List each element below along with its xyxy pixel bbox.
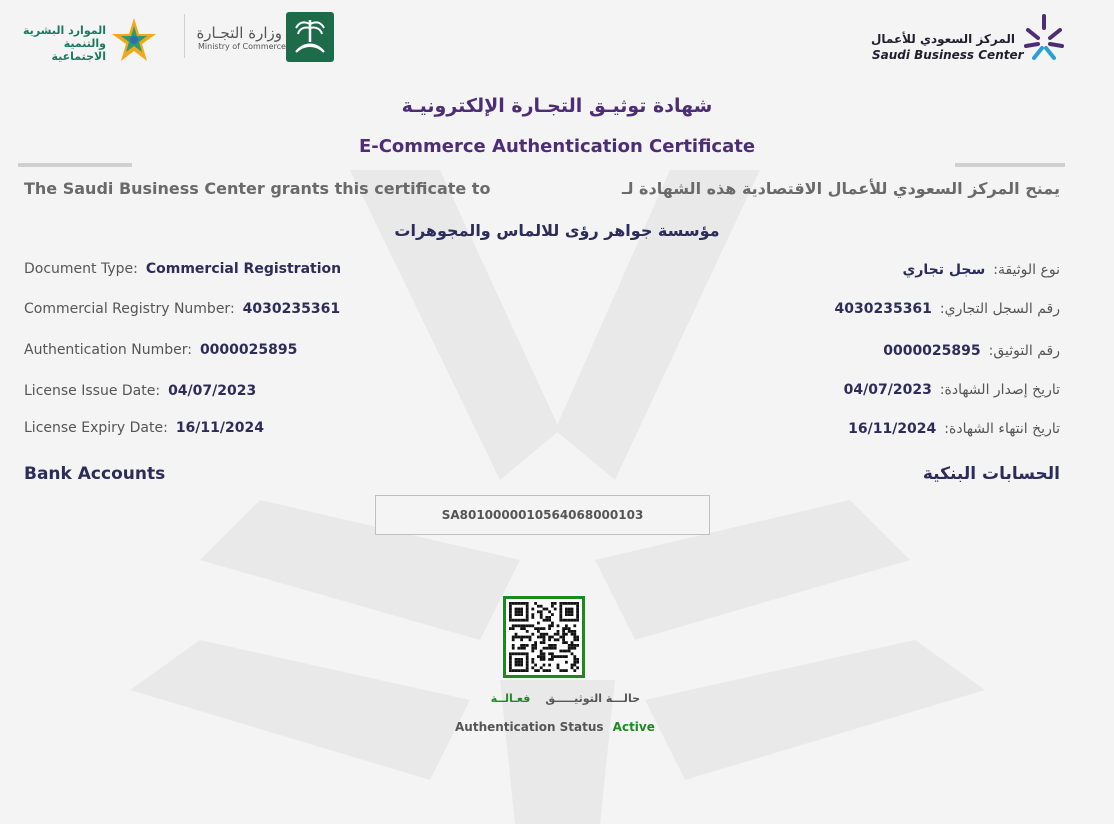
sbc-logo-icon xyxy=(1020,12,1068,62)
field-expiry-date-ar: تاريخ انتهاء الشهادة:16/11/2024 xyxy=(848,421,1060,437)
status-value-en: Active xyxy=(612,720,655,734)
divider-left xyxy=(18,163,132,167)
divider-right xyxy=(955,163,1065,167)
field-document-type-ar: نوع الوثيقة:سجل تجاري xyxy=(902,262,1060,278)
field-auth-number-en: Authentication Number: 0000025895 xyxy=(24,342,298,358)
moc-name-en: Ministry of Commerce xyxy=(198,42,286,51)
bank-accounts-heading-en: Bank Accounts xyxy=(24,464,166,484)
status-label-en: Authentication Status xyxy=(455,720,604,734)
logo-divider xyxy=(184,14,185,58)
company-name: مؤسسة جواهر رؤى للالماس والمجوهرات xyxy=(394,221,720,240)
moc-logo xyxy=(190,12,340,64)
field-cr-number-ar: رقم السجل التجاري:4030235361 xyxy=(834,301,1060,317)
bank-accounts-heading-ar: الحسابات البنكية xyxy=(922,464,1060,484)
grant-text-en: The Saudi Business Center grants this certificate to xyxy=(24,179,491,198)
certificate-title-en: E-Commerce Authentication Certificate xyxy=(358,136,756,157)
certificate-title-ar: شهادة توثيـق التجـارة الإلكترونيـة xyxy=(401,95,713,117)
field-issue-date-ar: تاريخ إصدار الشهادة:04/07/2023 xyxy=(843,382,1060,398)
grant-text-ar: يمنح المركز السعودي للأعمال الاقتصادية هذه الشهادة لـ xyxy=(622,179,1060,198)
moc-palm-swords-icon xyxy=(286,12,334,62)
moc-name-ar: وزارة التجـارة xyxy=(196,24,282,42)
hrsd-logo-icon xyxy=(110,16,158,64)
qr-code-icon xyxy=(509,602,579,672)
qr-code[interactable] xyxy=(503,596,585,678)
field-auth-number-ar: رقم التوثيق:0000025895 xyxy=(883,343,1060,359)
iban-field: SA8010000010564068000103 xyxy=(375,495,710,535)
field-cr-number-en: Commercial Registry Number: 4030235361 xyxy=(24,301,341,317)
sbc-name-en: Saudi Business Center xyxy=(872,48,1024,62)
field-issue-date-en: License Issue Date: 04/07/2023 xyxy=(24,383,257,399)
hrsd-name-ar: الموارد البشرية والتنمية الاجتماعية xyxy=(23,24,106,63)
status-value-ar: فعـالــة xyxy=(490,692,531,705)
sbc-name-ar: المركز السعودي للأعمال xyxy=(871,32,1015,46)
sbc-logo xyxy=(865,12,1070,64)
hrsd-logo xyxy=(14,16,164,64)
status-ar-row xyxy=(456,687,640,706)
status-en-row xyxy=(455,716,655,735)
field-expiry-date-en: License Expiry Date: 16/11/2024 xyxy=(24,420,264,436)
status-label-ar: حالـــة التوثيـــــق xyxy=(545,692,640,705)
field-document-type-en: Document Type: Commercial Registration xyxy=(24,261,342,277)
